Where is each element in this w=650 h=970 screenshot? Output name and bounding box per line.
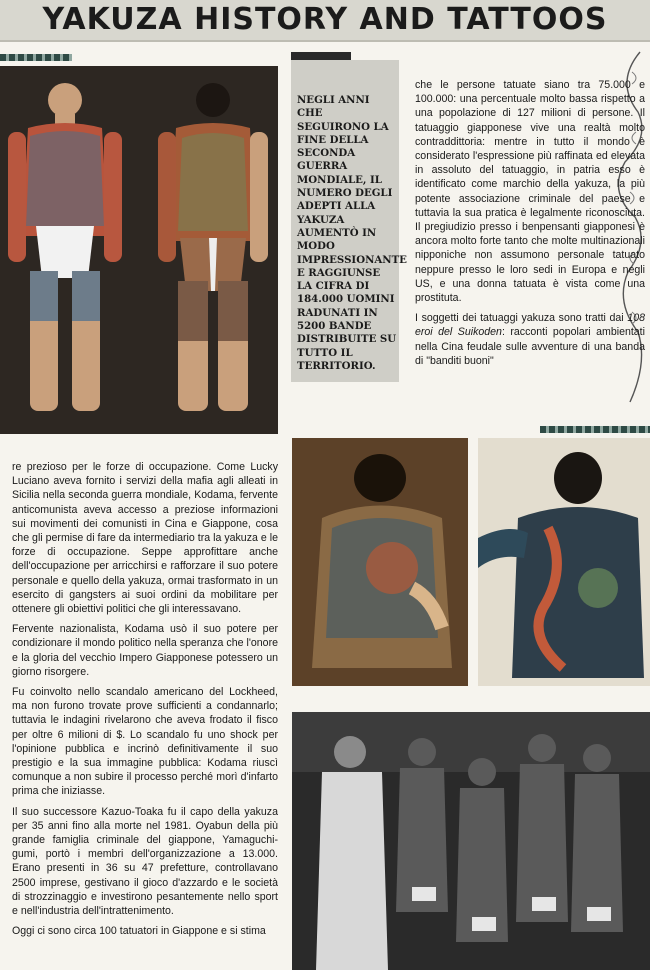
title-banner (0, 0, 650, 42)
paragraph: Il suo successore Kazuo-Toaka fu il capo della yakuza per 35 anni fino alla morte nel 1981. Oyabun della più grande famiglia criminale del giappone, Yamaguchi-gumi, portò i membri dell'organizzazione a 13.000. Erano presenti in 36 su 47 prefetture, controllavano 2500 imprese, gestivano il gioco d'azzardo e le società di strozzinaggio e investirono pesantemente nello sport e nell'industria dell'intrattenimento. (12, 805, 278, 918)
left-column-text (12, 460, 278, 945)
paragraph: Oggi ci sono circa 100 tatuatori in Giappone e si stima (12, 925, 266, 938)
sepia-back-tattoo-photo (292, 438, 468, 686)
paragraph: re prezioso per le forze di occupazione. Come Lucky Luciano aveva fornito i servizi della mafia agli alleati in Sicilia nella seconda guerra mondiale, Kodama, fervente anticomunista aveva accesso a preziose informazioni sui movimenti dei comunisti in Cina e Giappone, cosa che gli permise di fare da intermediario tra la yakuza e le forze di occupazione. Seppe approfittare anche dell'occupazione per arricchirsi e rafforzare il suo potere personale e quello della yakuza, ormai trasformato in un esercito di gangsters ai suoi ordini da mobilitare per ottenere gli obiettivi politici che gli interessavano. (12, 461, 278, 616)
decorative-strip (0, 54, 72, 61)
pull-quote: NEGLI ANNI CHE SEGUIRONO LA FINE DELLA SECONDA GUERRA MONDIALE, IL NUMERO DEGLI ADEPTI ALLA YAKUZA AUMENTÒ IN MODO IMPRESSIONANTE E RAGGIUNSE LA CIFRA DI 184.000 UOMINI RADUNATI IN 5200 BANDE DISTRIBUITE SU TUTTO IL TERRITORIO. (297, 94, 407, 372)
paragraph: Fu coinvolto nello scandalo americano del Lockheed, ma non furono trovate prove sufficienti a condannarlo; tuttavia le indagini rivelarono che aveva frodato il fisco per oltre 6 milioni di $. Lo scandalo fu uno shock per l'opinione pubblica e incrinò definitivamente il suo prestigio e la sua immagine pubblica: Kodama riuscì comunque a non subire il processo perché morì d'infarto prima che iniziasse. (12, 686, 278, 798)
full-body-tattoo-photo (0, 66, 278, 434)
paragraph: Fervente nazionalista, Kodama usò il suo potere per condizionare il mondo politico nella speranza che l'onore e la gloria del vecchio Impero Giapponese potessero un giorno risorgere. (12, 623, 278, 678)
group-tattooed-men-photo (292, 712, 650, 970)
paragraph: I soggetti dei tatuaggi yakuza sono tratti dai 108 eroi del Suikoden: racconti popolari ambientati nella Cina feudale sulle avventure di una banda di "banditi buoni" (415, 312, 645, 367)
paragraph: che le persone tatuate siano tra 75.000 e 100.000: una percentuale molto bassa rispetto a una popolazione di 127 milioni di persone. Il tatuaggio giapponese vive una realtà molto contraddittoria: mentre in tutto il mondo è considerato l'espressione più raffinata ed elevata in assoluto del tatuaggio, in patria esso è identificato come marchio della yakuza, la più potente associazione criminale del paese e tuttavia la sua pratica è legalmente riconosciuta. Il pregiudizio presso i benpensanti giapponesi è ancora molto forte tanto che molte multinazionali nipponiche non assumono personale tatuato neppure presso le loro sedi in Europa e negli US, e una donna tatuata è vista come una prostituta. (415, 79, 645, 305)
color-back-tattoo-photo (478, 438, 650, 686)
quote-accent-bar (291, 52, 351, 60)
right-column-text (415, 78, 645, 374)
tattooed-figures-illustration (0, 66, 278, 434)
page-title: YAKUZA HISTORY AND TATTOOS (42, 2, 608, 37)
